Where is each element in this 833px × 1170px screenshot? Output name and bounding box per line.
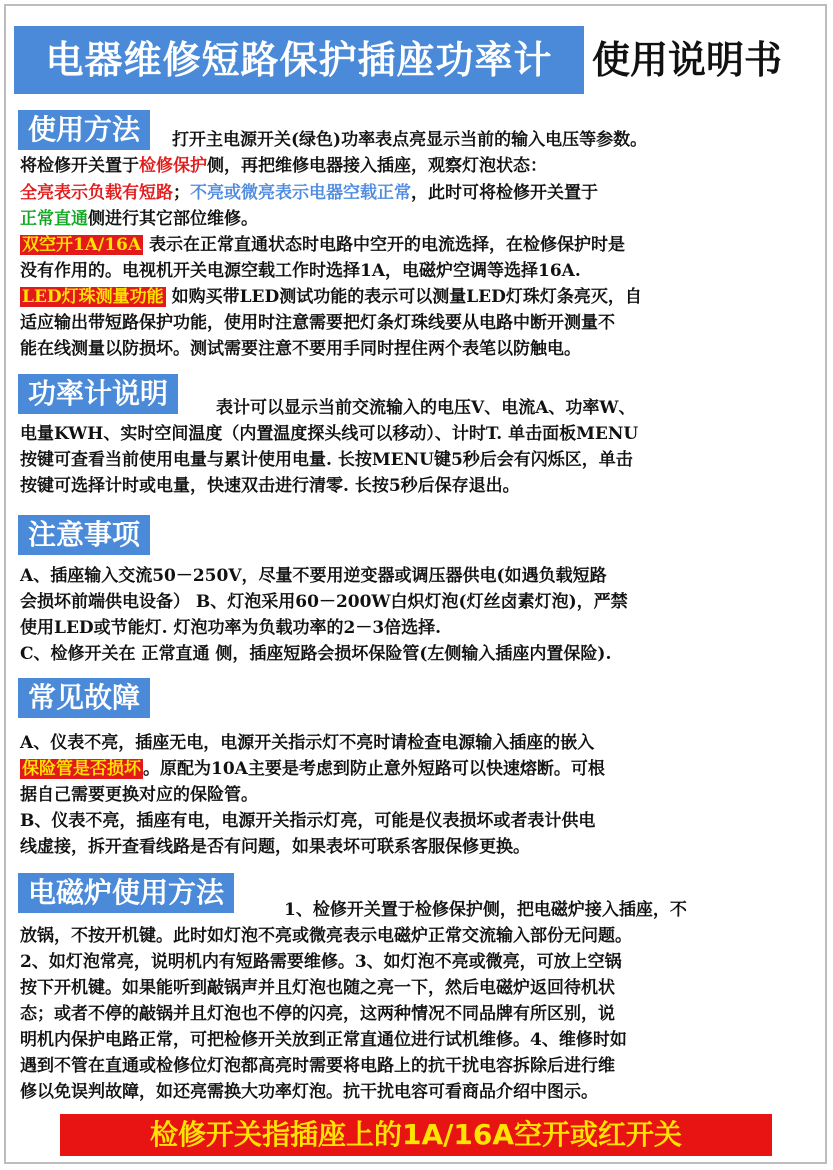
induction-line-6: 明机内保护电路正常，可把检修开关放到正常直通位进行试机维修。4、维修时如: [20, 1030, 627, 1050]
highlight-short-circuit: 全亮表示负载有短路: [20, 183, 173, 203]
notes-line-2: 会损坏前端供电设备） B、灯泡采用60－200W白炽灯泡(灯丝卤素灯泡)，严禁: [20, 592, 628, 612]
notes-heading: 注意事项: [18, 515, 150, 555]
meter-line-2: 电量KWH、实时空间温度（内置温度探头线可以移动）、计时T. 单击面板MENU: [20, 424, 639, 444]
usage-line-7: LED灯珠测量功能 如购买带LED测试功能的表示可以测量LED灯珠灯条亮灭，自: [22, 287, 642, 307]
induction-line-8: 修以免误判故障，如还亮需换大功率灯泡。抗干扰电容可看商品介绍中图示。: [20, 1082, 598, 1102]
faults-line-3: 据自己需要更换对应的保险管。: [20, 785, 258, 805]
induction-line-2: 放锅，不按开机键。此时如灯泡不亮或微亮表示电磁炉正常交流输入部份无问题。: [20, 926, 632, 946]
footer-banner: 检修开关指插座上的1A/16A空开或红开关: [60, 1114, 772, 1156]
meter-line-1: 表计可以显示当前交流输入的电压V、电流A、功率W、: [216, 398, 636, 418]
usage-line-5: 双空开1A/16A 表示在正常直通状态时电路中空开的电流选择，在检修保护时是: [22, 235, 625, 255]
usage-line-4: 正常直通侧进行其它部位维修。: [20, 209, 258, 229]
usage-line-8: 适应输出带短路保护功能，使用时注意需要把灯条灯珠线要从电路中断开测量不: [20, 313, 615, 333]
highlight-pass-through: 正常直通: [20, 209, 88, 229]
induction-line-5: 态；或者不停的敲锅并且灯泡也不停的闪亮，这两种情况不同品牌有所区别，说: [20, 1004, 615, 1024]
usage-line-3: 全亮表示负载有短路；不亮或微亮表示电器空载正常，此时可将检修开关置于: [20, 183, 598, 203]
meter-line-4: 按键可选择计时或电量，快速双击进行清零. 长按5秒后保存退出。: [20, 476, 520, 496]
title-sub: 使用说明书: [592, 38, 783, 82]
tag-dual-breaker: 双空开1A/16A: [22, 235, 142, 255]
usage-line-2: 将检修开关置于检修保护侧，再把维修电器接入插座，观察灯泡状态：: [20, 156, 547, 176]
induction-line-4: 按下开机键。如果能听到敲锅声并且灯泡也随之亮一下，然后电磁炉返回待机状: [20, 978, 615, 998]
tag-led-test: LED灯珠测量功能: [22, 287, 164, 307]
tag-fuse-check: 保险管是否损坏: [22, 759, 141, 779]
faults-line-2: 保险管是否损坏 。原配为10A主要是考虑到防止意外短路可以快速熔断。可根: [22, 759, 605, 779]
usage-line-9: 能在线测量以防损坏。测试需要注意不要用手同时捏住两个表笔以防触电。: [20, 339, 581, 359]
induction-line-1: 1、检修开关置于检修保护侧，把电磁炉接入插座，不: [284, 900, 687, 920]
notes-line-3: 使用LED或节能灯. 灯泡功率为负载功率的2－3倍选择.: [20, 618, 442, 638]
faults-line-5: 线虚接，拆开查看线路是否有问题，如果表坏可联系客服保修更换。: [20, 837, 530, 857]
induction-heading: 电磁炉使用方法: [18, 873, 234, 913]
notes-line-1: A、插座输入交流50－250V，尽量不要用逆变器或调压器供电(如遇负载短路: [20, 566, 607, 586]
induction-line-3: 2、如灯泡常亮，说明机内有短路需要维修。3、如灯泡不亮或微亮，可放上空锅: [20, 952, 622, 972]
usage-heading: 使用方法: [18, 110, 150, 150]
faults-line-4: B、仪表不亮，插座有电，电源开关指示灯亮，可能是仪表损坏或者表计供电: [20, 811, 596, 831]
induction-line-7: 遇到不管在直通或检修位灯泡都高亮时需要将电路上的抗干扰电容拆除后进行维: [20, 1056, 615, 1076]
meter-heading: 功率计说明: [18, 374, 178, 414]
highlight-repair-protect: 检修保护: [139, 156, 207, 176]
faults-heading: 常见故障: [18, 678, 150, 718]
faults-line-1: A、仪表不亮，插座无电，电源开关指示灯不亮时请检查电源输入插座的嵌入: [20, 733, 595, 753]
highlight-idle-normal: 不亮或微亮表示电器空载正常: [190, 183, 411, 203]
notes-line-4: C、检修开关在 正常直通 侧，插座短路会损坏保险管(左侧输入插座内置保险).: [20, 644, 612, 664]
usage-line-6: 没有作用的。电视机开关电源空载工作时选择1A，电磁炉空调等选择16A.: [20, 261, 581, 281]
title-main: 电器维修短路保护插座功率计: [14, 26, 584, 94]
meter-line-3: 按键可查看当前使用电量与累计使用电量. 长按MENU键5秒后会有闪烁区，单击: [20, 450, 633, 470]
usage-line-1: 打开主电源开关(绿色)功率表点亮显示当前的输入电压等参数。: [172, 130, 648, 150]
